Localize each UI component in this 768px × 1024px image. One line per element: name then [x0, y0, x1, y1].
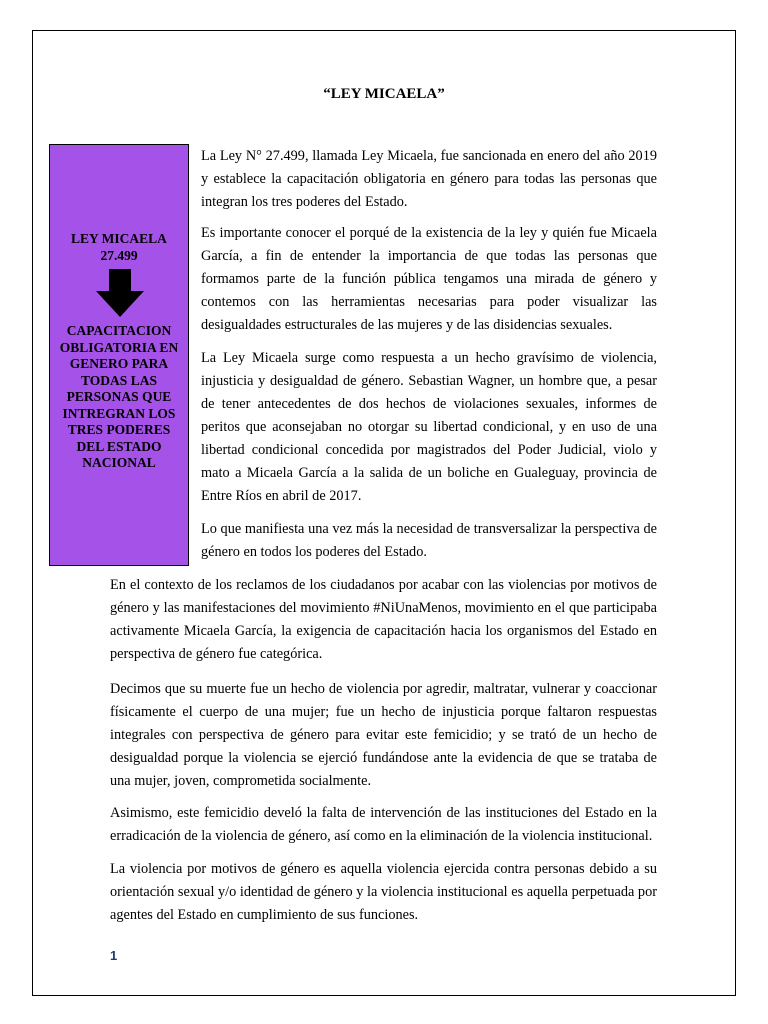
- callout-title: [50, 231, 188, 264]
- document-title: “LEY MICAELA”: [323, 86, 445, 102]
- paragraph-4: Lo que manifiesta una vez más la necesidad de transversalizar la perspectiva de género en todos los poderes del Estado.: [201, 521, 657, 560]
- page-number: 1: [110, 948, 118, 963]
- paragraph-3: La Ley Micaela surge como respuesta a un hecho gravísimo de violencia, injusticia y desigualdad de género. Sebastian Wagner, un hombre que, a pesar de tener antecedentes de dos hechos de violaciones sexuales, informes de peritos que aconsejaban no otorgar su libertad condicional, y en uso de una libertad condicional concedida por magistrados del Poder Judicial, violo y mato a Micaela García a la salida de un boliche en Gualeguay, provincia de Entre Ríos en abril de 2017.: [201, 350, 657, 504]
- sidebar-callout-box: [49, 144, 189, 566]
- callout-title-line1: LEY MICAELA: [71, 231, 167, 246]
- paragraph-1: La Ley N° 27.499, llamada Ley Micaela, fue sancionada en enero del año 2019 y establece la capacitación obligatoria en género para todas las personas que integran los tres poderes del Estado.: [201, 148, 657, 210]
- arrow-down-icon: [94, 267, 146, 319]
- paragraph-5: En el contexto de los reclamos de los ciudadanos por acabar con las violencias por motivos de género y las manifestaciones del movimiento #NiUnaMenos, movimiento en el que participaba activamente Micaela García, la exigencia de capacitación hacia los organismos del Estado en perspectiva de género fue categórica.: [110, 577, 657, 662]
- callout-text: CAPACITACION OBLIGATORIA EN GENERO PARA TODAS LAS PERSONAS QUE INTREGRAN LOS TRES PODERES DEL ESTADO NACIONAL: [59, 323, 179, 470]
- paragraph-6: Decimos que su muerte fue un hecho de violencia por agredir, maltratar, vulnerar y coaccionar físicamente el cuerpo de una mujer; fue un hecho de injusticia porque faltaron respuestas integrales con perspectiva de género para evitar este femicidio; y se trató de un hecho de desigualdad porque la violencia se ejerció fundándose ante la evidencia de que se trataba de una mujer, joven, comprometida socialmente.: [110, 681, 657, 789]
- paragraph-7: Asimismo, este femicidio develó la falta de intervención de las instituciones del Estado en la erradicación de la violencia de género, así como en la eliminación de la violencia institucional.: [110, 805, 657, 844]
- callout-title-line2: 27.499: [100, 247, 138, 263]
- paragraph-8: La violencia por motivos de género es aquella violencia ejercida contra personas debido a su orientación sexual y/o identidad de género y la violencia institucional es aquella perpetuada por agentes del Estado en cumplimiento de sus funciones.: [110, 861, 657, 923]
- paragraph-2: Es importante conocer el porqué de la existencia de la ley y quién fue Micaela García, a fin de entender la importancia de que todas las personas que formamos parte de la función pública tengamos una mirada de género y contemos con las herramientas necesarias para poder visualizar las desigualdades estructurales de las mujeres y de las disidencias sexuales.: [201, 225, 657, 333]
